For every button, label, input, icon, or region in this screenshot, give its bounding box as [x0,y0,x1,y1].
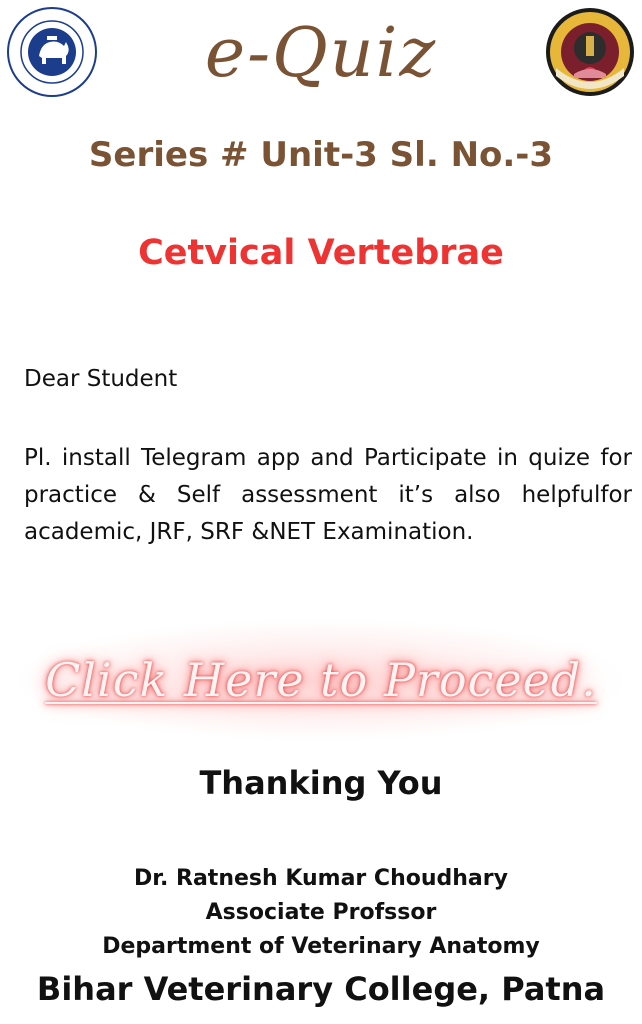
proceed-link[interactable]: Click Here to Proceed. [45,653,597,707]
signatory-name: Dr. Ratnesh Kumar Choudhary [134,866,508,891]
signatory-role: Associate Profssor [205,900,437,925]
series-heading: Series # Unit-3 Sl. No.-3 [88,135,554,175]
closing-text: Thanking You [199,764,443,802]
signatory-department: Department of Veterinary Anatomy [102,934,540,959]
college-name: Bihar Veterinary College, Patna [36,970,606,1008]
proceed-button[interactable] [20,620,622,740]
greeting-text: Dear Student [24,366,178,392]
message-paragraph: Pl. install Telegram app and Participate in quize for practice & Self assessment it’s also helpfulfor academic, JRF, SRF &NET Examination. [24,445,632,545]
topic-heading: Cetvical Vertebrae [138,233,504,273]
e-quiz-title: e-Quiz [204,14,438,93]
college-seal-icon [544,6,636,98]
